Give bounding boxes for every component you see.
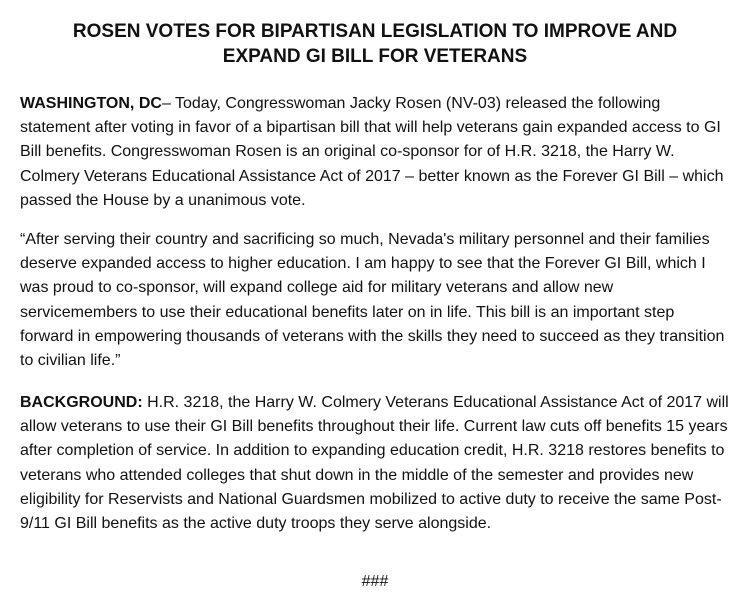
press-release-title (10, 19, 740, 69)
quote-paragraph-text: “After serving their country and sacrificing so much, Nevada's military personnel and their families deserve expanded access to higher education. I am happy to see that the Forever GI Bill, which I was proud to co-sponsor, will expand college aid for military veterans and allow new servicemembers to use their educational benefits later on in life. This bill is an important step forward in empowering thousands of veterans with the skills they need to succeed as they transition to civilian life.” (20, 231, 725, 370)
opening-paragraph (20, 92, 732, 213)
title-line-1: ROSEN VOTES FOR BIPARTISAN LEGISLATION TO IMPROVE AND (72, 21, 678, 42)
quote-paragraph (20, 228, 732, 373)
dateline: WASHINGTON, DC (20, 95, 162, 112)
background-paragraph (20, 391, 732, 536)
title-line-2: EXPAND GI BILL FOR VETERANS (222, 46, 528, 67)
end-mark: ### (361, 573, 389, 590)
background-label: BACKGROUND: (20, 394, 143, 411)
background-paragraph-text: H.R. 3218, the Harry W. Colmery Veterans Educational Assistance Act of 2017 will allow veterans to use their GI Bill benefits throughout their life. Current law cuts off benefits 15 years after completion of service. In addition to expanding education credit, H.R. 3218 restores benefits to veterans who attended colleges that shut down in the middle of the semester and provides new eligibility for Reservists and National Guardsmen mobilized to active duty to receive the same Post-9/11 GI Bill benefits as the active duty troops they serve alongside. (20, 394, 729, 533)
opening-paragraph-text: – Today, Congresswoman Jacky Rosen (NV-03) released the following statement after voting in favor of a bipartisan bill that will help veterans gain expanded access to GI Bill benefits. Congresswoman Rosen is an original co-sponsor for of H.R. 3218, the Harry W. Colmery Veterans Educational Assistance Act of 2017 – better known as the Forever GI Bill – which passed the House by a unanimous vote. (20, 95, 724, 209)
